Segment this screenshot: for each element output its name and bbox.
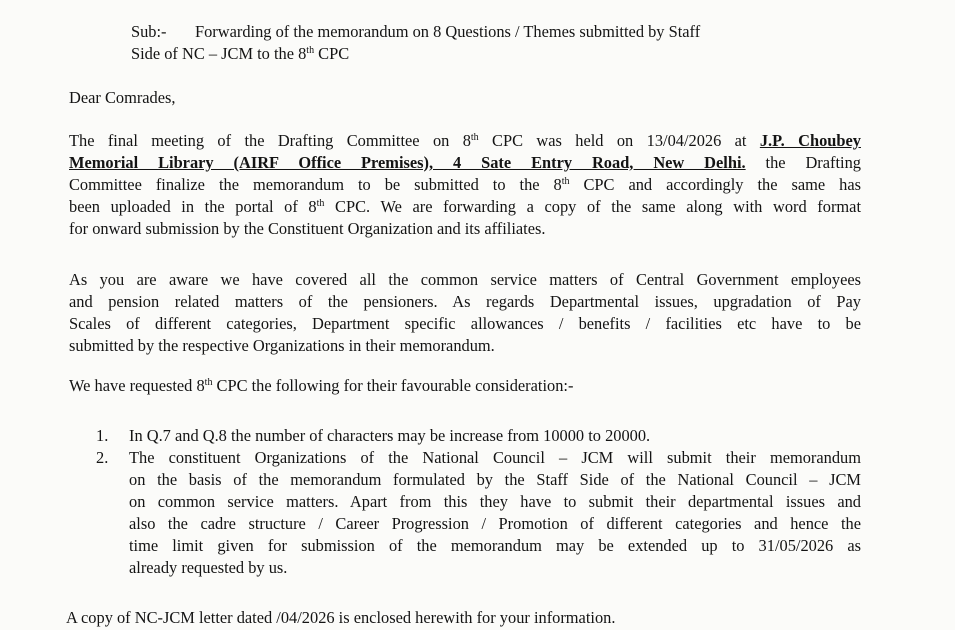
p2-line-4: submitted by the respective Organizations in their memorandum. bbox=[69, 336, 495, 355]
subject-block bbox=[131, 21, 831, 65]
request-a: We have requested 8 bbox=[69, 376, 205, 395]
subject-text-1: Forwarding of the memorandum on 8 Questions / Themes submitted by Staff bbox=[195, 22, 701, 41]
paragraph-2 bbox=[69, 269, 861, 357]
list-item-line: In Q.7 and Q.8 the number of characters may be increase from 10000 to 20000. bbox=[129, 426, 651, 445]
subject-text-2a: Side of NC – JCM to the 8 bbox=[131, 44, 307, 63]
subject-line-2 bbox=[131, 43, 831, 65]
list-item-line: on common service matters. Apart from this they have to submit their departmental issues and bbox=[129, 492, 861, 511]
p1-l3-sup: th bbox=[561, 176, 570, 187]
request-list bbox=[96, 425, 861, 579]
p1-l4-sup: th bbox=[316, 198, 325, 209]
request-b: CPC the following for their favourable consideration:- bbox=[212, 376, 574, 395]
greeting: Dear Comrades, bbox=[69, 88, 176, 107]
subject-label: Sub:- bbox=[131, 22, 167, 41]
p1-line-5: for onward submission by the Constituent Organization and its affiliates. bbox=[69, 219, 546, 238]
p1-line-2 bbox=[69, 152, 861, 174]
p1-line-3 bbox=[69, 174, 861, 196]
paragraph-1 bbox=[69, 130, 861, 240]
p1-l1-b: CPC was held on 13/04/2026 at bbox=[478, 131, 760, 150]
p1-l4-a: been uploaded in the portal of 8 bbox=[69, 197, 317, 216]
p1-l2-bold: Memorial Library (AIRF Office Premises), 4 Sate Entry Road, New Delhi. bbox=[69, 153, 746, 172]
p1-l2-b: the Drafting bbox=[745, 153, 861, 172]
list-item bbox=[96, 425, 861, 447]
list-item bbox=[96, 447, 861, 579]
p1-line-4 bbox=[69, 196, 861, 218]
p1-l3-a: Committee finalize the memorandum to be submitted to the 8 bbox=[69, 175, 562, 194]
p2-line-1: As you are aware we have covered all the common service matters of Central Government employees bbox=[69, 270, 861, 289]
p2-line-2: and pension related matters of the pensioners. As regards Departmental issues, upgradation of Pay bbox=[69, 292, 861, 311]
list-item-line: on the basis of the memorandum formulated by the Staff Side of the National Council – JCM bbox=[129, 470, 861, 489]
list-item-number: 2. bbox=[96, 448, 109, 467]
p1-l3-b: CPC and accordingly the same has bbox=[569, 175, 861, 194]
list-item-line: The constituent Organizations of the National Council – JCM will submit their memorandum bbox=[129, 448, 861, 467]
p1-l1-bold: J.P. Choubey bbox=[759, 131, 861, 150]
p1-l1-sup: th bbox=[470, 132, 479, 143]
subject-text-2b: CPC bbox=[314, 44, 350, 63]
p1-line-1 bbox=[69, 130, 861, 152]
subject-sup: th bbox=[306, 45, 315, 56]
list-item-number: 1. bbox=[96, 426, 109, 445]
request-line bbox=[69, 375, 573, 397]
list-item-line: time limit given for submission of the memorandum may be extended up to 31/05/2026 as bbox=[129, 536, 861, 555]
p1-l1-a: The final meeting of the Drafting Committee on 8 bbox=[69, 131, 471, 150]
request-sup: th bbox=[204, 377, 213, 388]
list-item-line: also the cadre structure / Career Progression / Promotion of different categories and hence the bbox=[129, 514, 861, 533]
p1-l4-b: CPC. We are forwarding a copy of the same along with word format bbox=[324, 197, 861, 216]
p2-line-3: Scales of different categories, Department specific allowances / benefits / facilities etc have to be bbox=[69, 314, 861, 333]
footer-line: A copy of NC-JCM letter dated /04/2026 is enclosed herewith for your information. bbox=[66, 608, 616, 627]
list-item-line: already requested by us. bbox=[129, 558, 288, 577]
subject-line-1 bbox=[131, 21, 831, 43]
